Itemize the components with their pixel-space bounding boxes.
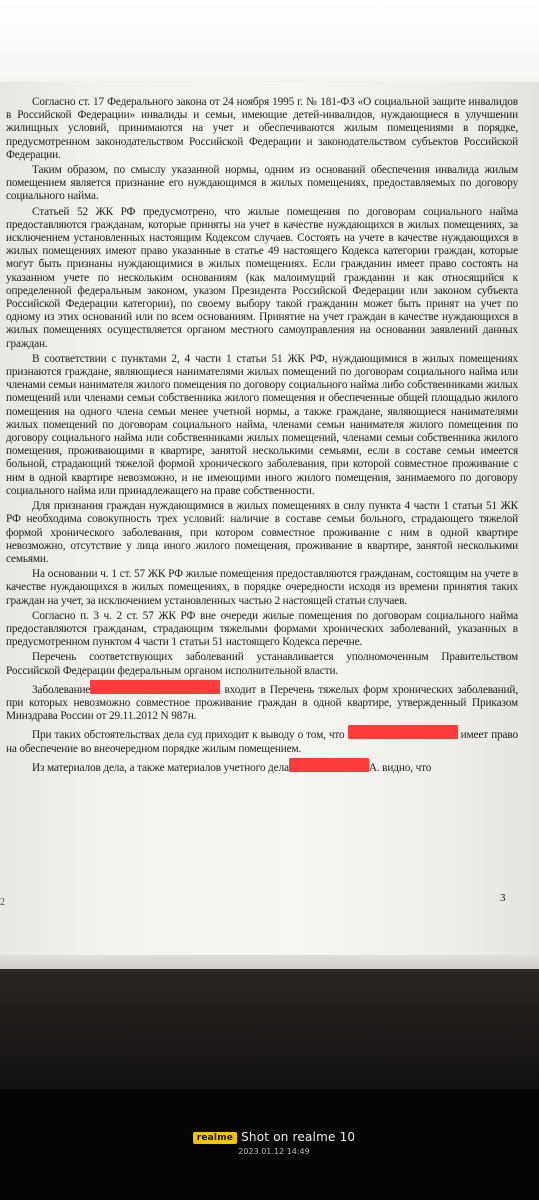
watermark-datetime: 2023.01.12 14:49 [238, 1147, 310, 1156]
redaction-mark [289, 758, 369, 772]
table-surface [0, 969, 539, 1089]
p9-start: Заболевание [32, 683, 91, 696]
watermark-line [184, 1130, 364, 1144]
paragraph-6: На основании ч. 1 ст. 57 ЖК РФ жилые помещения предоставляются гражданам, состоящим на учете в качестве нуждающихся в жилых помещениях, в порядке очередности исходя из времени принятия таких граждан на учет, за исключением установленных частью 2 настоящей статьи случаев. [6, 568, 518, 607]
paragraph-1: Согласно ст. 17 Федерального закона от 24 ноября 1995 г. № 181-ФЗ «О социальной защите инвалидов в Российской Федерации» инвалиды и семьи, имеющие детей-инвалидов, нуждающиеся в улучшении жилищных условий, принимаются на учет и обеспечиваются жилым помещениями в порядке, предусмотренном законодательством Российской Федерации и законодательством субъектов Российской Федерации. [6, 96, 518, 161]
redaction-mark [348, 725, 458, 739]
paragraph-2: Таким образом, по смыслу указанной нормы, одним из оснований обеспечения инвалида жилым помещением является признание его нуждающимся в жилых помещениях, предоставляемых по договору социального найма. [6, 164, 518, 203]
document-body [6, 96, 518, 775]
page-number: 3 [500, 892, 506, 904]
watermark-text: Shot on realme 10 [241, 1130, 356, 1144]
paragraph-8: Перечень соответствующих заболеваний устанавливается уполномоченным Правительством Российской Федерации федеральным органом исполнительной власти. [6, 651, 518, 677]
paragraph-11 [6, 758, 518, 775]
camera-watermark [184, 1130, 364, 1156]
paragraph-3: Статьей 52 ЖК РФ предусмотрено, что жилые помещения по договорам социального найма предоставляются гражданам, которые приняты на учет в качестве нуждающихся в жилых помещениях, за исключением установленных настоящим Кодексом случаев. Состоять на учете в качестве нуждающихся в жилых помещениях имеют право указанные в статье 49 настоящего Кодекса категории граждан, которые могут быть признаны нуждающимися в жилых помещениях. Если гражданин имеет право состоять на указанном учете по нескольким основаниям (как малоимущий гражданин и как относящийся к определенной федеральным законом, указом Президента Российской Федерации или законом субъекта Российской Федерации категории), по своему выбору такой гражданин может быть принят на учет по одному из этих оснований или по всем основаниям. Принятие на учет граждан в качестве нуждающихся в жилых помещениях осуществляется органом местного самоуправления на основании заявлений данных граждан. [6, 205, 518, 350]
margin-digit: 2 [0, 897, 5, 908]
paragraph-9 [6, 680, 518, 724]
paragraph-10 [6, 725, 518, 755]
paragraph-7: Согласно п. 3 ч. 2 ст. 57 ЖК РФ вне очереди жилые помещения по договорам социального найма предоставляются гражданам, страдающим тяжелыми формами хронических заболеваний, указанных в предусмотренном пунктом 4 части 1 статьи 51 настоящего Кодекса перечне. [6, 609, 518, 649]
paragraph-4: В соответствии с пунктами 2, 4 части 1 статьи 51 ЖК РФ, нуждающимися в жилых помещениях признаются граждане, являющиеся нанимателями жилых помещений по договорам социального найма или членами семьи нанимателя жилого помещения по договору социального найма либо собственниками жилых помещений или членами семьи собственника жилого помещения и обеспеченные общей площадью жилого помещения на одного члена семьи менее учетной нормы, а также граждане, являющиеся нанимателями жилых помещений по договорам социального найма, членами семьи нанимателя жилого помещения по договору социального найма или собственниками жилых помещений, членами семьи собственника жилого помещения, проживающими в квартире, занятой несколькими семьями, если в составе семьи имеется больной, страдающий тяжелой формой хронического заболевания, при которой совместное проживание с ним в одной квартире невозможно, и не имеющими иного жилого помещения, занимаемого по договору социального найма или принадлежащего на праве собственности. [6, 352, 518, 497]
p11-start: Из материалов дела, а также материалов учетного дела [32, 761, 289, 774]
p10-end: имеет право на обеспечение во внеочередном порядке жилым помещением. [6, 729, 518, 755]
redaction-mark [90, 680, 220, 694]
watermark-brand-logo: realme [193, 1132, 237, 1144]
paragraph-5: Для признания граждан нуждающимися в жилых помещениях в силу пункта 4 части 1 статьи 51 ЖК РФ необходима совокупность трех условий: наличие в составе семьи больного, страдающего тяжелой формой хронического заболевания, при котором совместное проживание с ним в одной квартире невозможно, отсутствие у лица иного жилого помещения, проживание в квартире, занятой несколькими семьями. [6, 500, 518, 565]
p11-end: А. видно, что [368, 761, 432, 774]
page-edge [0, 955, 539, 969]
p9-end: входит в Перечень тяжелых форм хронических заболеваний, при которых невозможно совместное проживание граждан в одной квартире, утвержденный Приказом Минздрава России от 29.11.2012 N 987н. [6, 683, 518, 723]
p10-start: При таких обстоятельствах дела суд приходит к выводу о том, что [32, 729, 345, 742]
